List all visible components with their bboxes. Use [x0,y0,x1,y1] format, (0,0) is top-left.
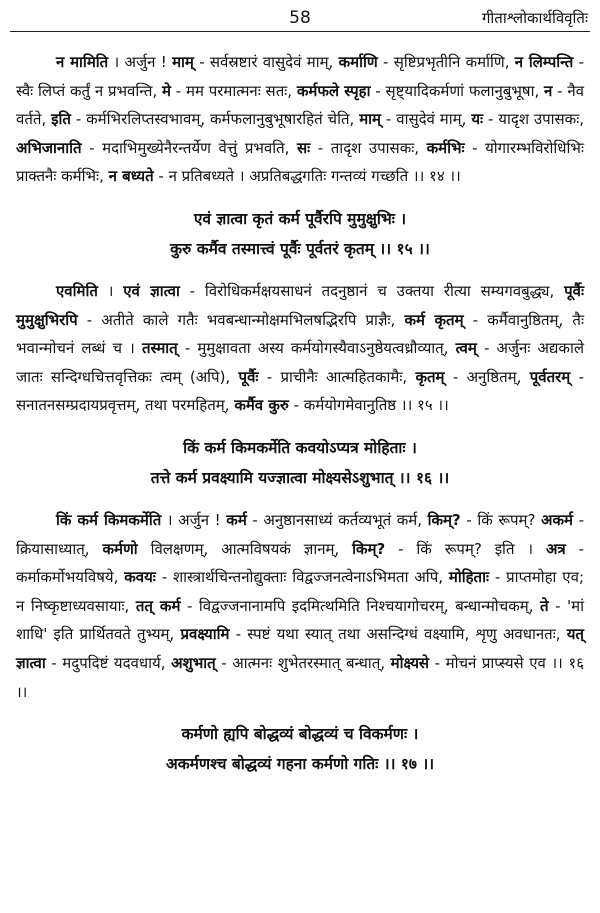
bold-lemma: कर्मैव कुरु [234,396,289,415]
gloss-text: - अनुष्ठितम्, [444,367,530,386]
page-header [0,6,600,30]
bold-lemma: कवयः [124,568,156,587]
bold-lemma: सः [297,138,311,157]
gloss-text: । अर्जुन ! [108,53,173,71]
gloss-text: - सनातनसम्प्रदायप्रवृत्तम्, तथा परमहितम्, [16,367,584,415]
bold-lemma: कर्मफले स्पृहा [296,81,371,100]
gloss-text: - मुमुक्षावता अस्य कर्मयोगस्यैवाऽनुष्ठेयत्वध्रौव्यात्, [177,339,456,358]
bold-lemma: प्रवक्ष्यामि [180,625,230,644]
verse-16 [16,433,584,493]
page-body [16,48,584,792]
gloss-text: - प्राप्तमोहा एव; न निष्कृष्टाध्यवसायाः, [16,568,584,615]
bold-lemma: एवमिति [56,281,98,300]
gloss-text: - किं रूपम्? [460,510,542,529]
gloss-text: - सृष्टिप्रभृतीनि कर्माणि, [377,53,515,71]
commentary-paragraph-14 [16,48,584,191]
gloss-text: - शास्त्रार्थचिन्तनोद्युक्ताः विद्वज्जनत्वेनाऽभिमता अपि, [155,568,449,587]
gloss-text: - स्पष्टं यथा स्यात् तथा असन्दिग्धं वक्ष्यामि, शृणु अवधानतः, [229,625,567,644]
page-number: 58 [289,8,311,28]
bold-lemma: अशुभात् [171,653,216,672]
bold-lemma: न बध्यते [108,167,154,186]
gloss-text: - सर्वस्रष्टारं वासुदेवं माम्, [193,53,339,71]
running-title: गीताश्लोकार्थविवृतिः [481,9,588,27]
gloss-text: - कर्माकर्मोभयविषये, [16,539,584,587]
gloss-text: - विद्वज्जनानामपि इदमित्थमिति निश्चयागोचरम्, बन्धान्मोचकम्, [180,596,540,615]
gloss-text: - मदुपदिष्टं यदवधार्य, [45,653,172,672]
bold-lemma: तस्मात् [141,339,178,358]
bold-lemma: मे [162,81,171,100]
gloss-text: । [97,281,124,300]
header-rule [10,31,590,32]
gloss-text: - तादृश उपासकः, [310,138,427,157]
commentary-paragraph-16 [16,506,584,706]
verse-17 [16,719,584,779]
bold-lemma: किम्? [352,539,386,558]
gloss-text: - आत्मनः शुभेतरस्मात् बन्धात्, [215,653,391,672]
bold-lemma: कर्म कृतम् [404,310,464,329]
bold-lemma: किम्? [427,510,461,529]
gloss-text: - कर्मैवानुष्ठितम्, तैः भवान्मोचनं लब्धं च । [16,310,584,358]
paragraph-indent [16,53,56,71]
bold-lemma: पूर्वतरम् [529,367,571,386]
bold-lemma: यः [471,110,484,129]
verse-17-line-1: कर्मणो ह्यपि बोद्धव्यं बोद्धव्यं च विकर्मणः । [181,725,419,744]
paragraph-indent [16,282,56,300]
bold-lemma: अत्र [545,539,566,558]
bold-lemma: यत् ज्ञात्वा [16,625,584,672]
verse-15-line-2: कुरु कर्मैव तस्मात्त्वं पूर्वैः पूर्वतरं कृतम् ।। १५ ।। [170,239,430,258]
gloss-text: - अतीते काले गतैः भवबन्धान्मोक्षमभिलषद्भिरपि प्राज्ञैः, [77,310,405,329]
bold-lemma: पूर्वैः मुमुक्षुभिरपि [16,281,584,329]
bold-lemma: मोक्ष्यसे [390,653,430,672]
gloss-text: - विरोधिकर्मक्षयसाधनं तदनुष्ठानं च उक्तया रीत्या सम्यगवबुद्ध्य, [179,281,565,300]
gloss-text: । अर्जुन ! [161,510,227,529]
gloss-text: - यादृश उपासकः, [483,110,584,129]
bold-lemma: अकर्म [541,510,573,529]
gloss-text: - स्वैः लिप्तं कर्तुं न प्रभवन्ति, [16,53,584,100]
bold-lemma: इति [51,110,71,129]
gloss-text: - अर्जुनः अद्यकाले जातः सन्दिग्धचित्तवृत्तिकः त्वम् (अपि), [16,339,584,386]
bold-lemma: एवं ज्ञात्वा [123,281,180,300]
verse-16-line-2: तत्ते कर्म प्रवक्ष्यामि यज्ज्ञात्वा मोक्ष्यसेऽशुभात् ।। १६ ।। [150,468,450,487]
bold-lemma: कृतम् [415,367,445,386]
gloss-text: - क्रियासाध्यात्, [16,510,584,558]
bold-lemma: न [544,81,553,100]
bold-lemma: तत् कर्म [135,596,181,615]
gloss-text: विलक्षणम्, आत्मविषयकं ज्ञानम्, [137,539,353,558]
gloss-text: - मदाभिमुख्येनैरन्तर्येण वेत्तुं प्रभवति, [81,138,298,157]
bold-lemma: अभिजानाति [16,138,82,157]
gloss-text: - वासुदेवं माम्, [381,110,472,129]
bold-lemma: त्वम् [455,339,477,358]
bold-lemma: कर्माणि [338,53,378,71]
bold-lemma: ते [540,596,549,615]
commentary-paragraph-15 [16,277,584,420]
gloss-text: - कर्मभिरलिप्तस्वभावम्, कर्मफलानुबुभूषारहितं चेति, [70,110,360,129]
bold-lemma: कर्म [226,510,247,529]
verse-17-line-2: अकर्मणश्च बोद्धव्यं गहना कर्मणो गतिः ।। १७ ।। [165,755,435,774]
verse-16-line-1: किं कर्म किमकर्मेति कवयोऽप्यत्र मोहिताः । [183,438,417,457]
gloss-text: - योगारम्भविरोधिभिः प्राक्तनैः कर्मभिः, [16,138,584,186]
gloss-text: - कर्मयोगमेवानुतिष्ठ ।। १५ ।। [288,396,449,415]
bold-lemma: कर्मणो [102,539,138,558]
gloss-text: - अनुष्ठानसाध्यं कर्तव्यभूतं कर्म, [246,510,428,529]
bold-lemma: मोहिताः [448,568,490,587]
bold-lemma: माम् [172,53,194,71]
bold-lemma: कर्मभिः [426,138,465,157]
bold-lemma: न लिम्पन्ति [514,53,574,71]
gloss-text: - नैव वर्तते, [16,81,584,129]
gloss-text: - मोचनं प्राप्स्यसे एव ।। १६ ।। [16,653,585,701]
bold-lemma: माम् [359,110,382,129]
gloss-text: - न प्रतिबध्यते । अप्रतिबद्धगतिः गन्तव्यं गच्छति ।। १४ ।। [153,167,461,186]
verse-15 [16,204,584,264]
gloss-text: - सृष्ट्यादिकर्मणां फलानुबुभूषा, [370,81,545,100]
bold-lemma: पूर्वैः [238,367,259,386]
paragraph-indent [16,511,56,529]
gloss-text: - 'मां शाधि' इति प्रार्थितवते तुभ्यम्, [16,596,585,644]
verse-15-line-1: एवं ज्ञात्वा कृतं कर्म पूर्वैरपि मुमुक्षुभिः । [193,209,407,228]
gloss-text: - मम परमात्मनः सतः, [171,81,297,100]
bold-lemma: किं कर्म किमकर्मेति [56,510,162,529]
gloss-text: - प्राचीनैः आत्महितकामैः, [258,367,416,386]
bold-lemma: न मामिति [56,53,109,71]
gloss-text: - किं रूपम्? इति । [385,539,546,558]
